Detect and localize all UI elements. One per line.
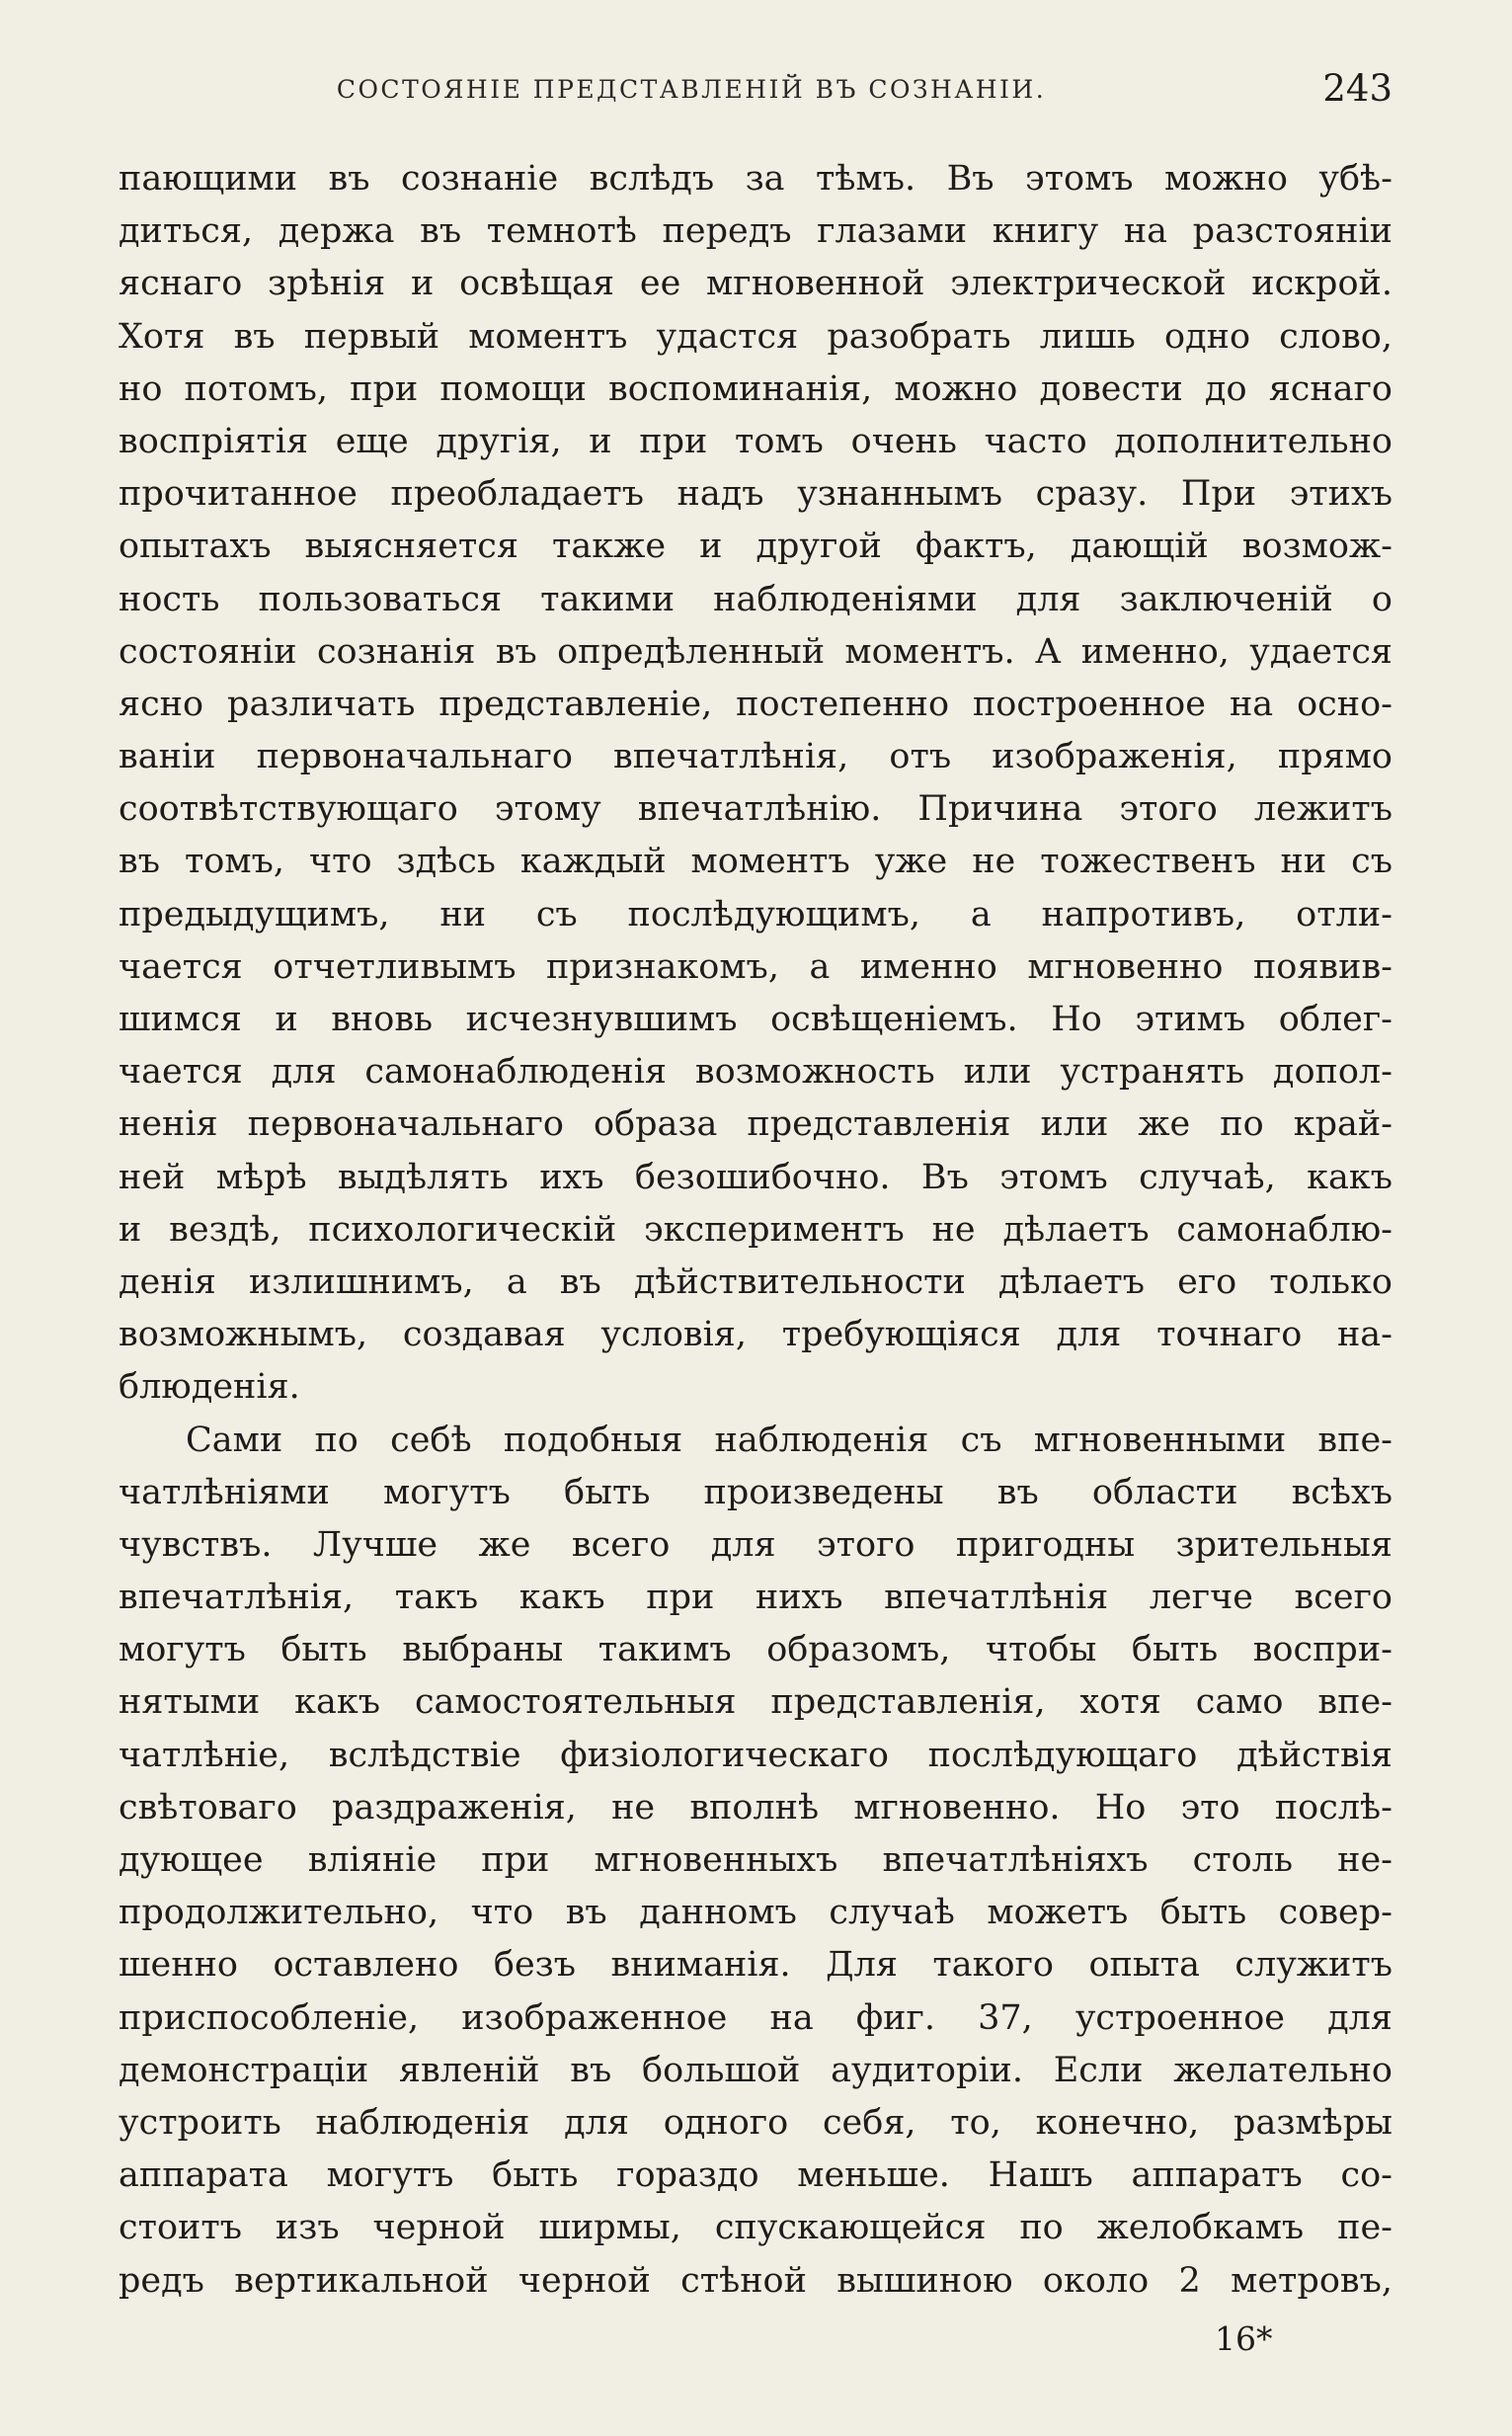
text-line: предыдущимъ, ни съ послѣдующимъ, а напротивъ, отли- (119, 894, 1393, 934)
text-line: въ томъ, что здѣсь каждый моментъ уже не тожественъ ни съ (119, 842, 1393, 882)
text-line: шимся и вновь исчезнувшимъ освѣщенiемъ. Но этимъ облег- (119, 1000, 1393, 1039)
paragraph-end-line: блюденiя. (119, 1367, 300, 1408)
text-line: устроить наблюденiя для одного себя, то, конечно, размѣры (119, 2102, 1393, 2143)
text-line: чается для самонаблюденiя возможность или устранять допол- (119, 1052, 1393, 1093)
text-line: соотвѣтствующаго этому впечатлѣнiю. Причина этого лежитъ (119, 789, 1393, 830)
text-line: опытахъ выясняется также и другой фактъ, дающiй возмож- (119, 527, 1393, 567)
body-text (119, 153, 1393, 2301)
text-line: аппарата могутъ быть гораздо меньше. Нашъ аппаратъ со- (119, 2155, 1393, 2196)
text-line: впечатлѣнiя, такъ какъ при нихъ впечатлѣнiя легче всего (119, 1578, 1393, 1618)
text-line: денiя излишнимъ, а въ дѣйствительности дѣлаетъ его только (119, 1261, 1393, 1302)
text-line: но потомъ, при помощи воспоминанiя, можно довести до яснаго (119, 368, 1393, 409)
text-line: ненiя первоначальнаго образа представленiя или же по край- (119, 1104, 1393, 1145)
text-line: диться, держа въ темнотѣ передъ глазами книгу на разстоянiи (119, 211, 1393, 252)
text-line: чатлѣнiе, вслѣдствiе физiологическаго послѣдующаго дѣйствiя (119, 1735, 1393, 1775)
text-line: и вездѣ, психологическiй экспериментъ не дѣлаетъ самонаблю- (119, 1209, 1393, 1250)
text-line: чатлѣнiями могутъ быть произведены въ области всѣхъ (119, 1472, 1393, 1512)
text-line: стоитъ изъ черной ширмы, спускающейся по желобкамъ пе- (119, 2208, 1393, 2248)
text-line: пающими въ сознанiе вслѣдъ за тѣмъ. Въ этомъ можно убѣ- (119, 159, 1393, 199)
page-number: 243 (1322, 67, 1393, 110)
text-line: ность пользоваться такими наблюденiями для заключенiй о (119, 579, 1393, 619)
text-line: дующее влiянiе при мгновенныхъ впечатлѣнiяхъ столь не- (119, 1840, 1393, 1880)
running-title: СОСТОЯНIЕ ПРЕДСТАВЛЕНIЙ ВЪ СОЗНАНIИ. (336, 75, 1047, 104)
text-line: прочитанное преобладаетъ надъ узнаннымъ сразу. При этихъ (119, 474, 1393, 515)
paragraph-start-line: Сами по себѣ подобныя наблюденiя съ мгновенными впе- (186, 1420, 1393, 1460)
text-line: демонстрацiи явленiй въ большой аудиторiи. Если желательно (119, 2050, 1393, 2090)
signature-mark: 16* (1215, 2319, 1273, 2358)
text-line: ней мѣрѣ выдѣлять ихъ безошибочно. Въ этомъ случаѣ, какъ (119, 1157, 1393, 1197)
text-line: чувствъ. Лучше же всего для этого пригодны зрительныя (119, 1524, 1393, 1565)
text-line: яснаго зрѣнiя и освѣщая ее мгновенной электрической искрой. (119, 264, 1393, 304)
text-line: ванiи первоначальнаго впечатлѣнiя, отъ изображенiя, прямо (119, 737, 1393, 777)
text-line: Хотя въ первый моментъ удастся разобрать лишь одно слово, (119, 316, 1393, 357)
text-line: продолжительно, что въ данномъ случаѣ можетъ быть совер- (119, 1893, 1393, 1933)
text-line: воспрiятiя еще другiя, и при томъ очень часто дополнительно (119, 421, 1393, 461)
text-line: приспособленiе, изображенное на фиг. 37, устроенное для (119, 1997, 1393, 2038)
text-line: чается отчетливымъ признакомъ, а именно мгновенно появив- (119, 946, 1393, 987)
text-line: нятыми какъ самостоятельныя представленiя, хотя само впе- (119, 1682, 1393, 1723)
text-line: свѣтоваго раздраженiя, не вполнѣ мгновенно. Но это послѣ- (119, 1787, 1393, 1827)
text-line: могутъ быть выбраны такимъ образомъ, чтобы быть воспри- (119, 1630, 1393, 1670)
running-head (119, 67, 1393, 117)
text-line: состоянiи сознанiя въ опредѣленный моментъ. А именно, удается (119, 631, 1393, 672)
text-line: возможнымъ, создавая условiя, требующiяся для точнаго на- (119, 1315, 1393, 1355)
text-line: редъ вертикальной черной стѣной вышиною около 2 метровъ, (119, 2260, 1393, 2301)
text-line: ясно различать представленiе, постепенно построенное на осно- (119, 684, 1393, 724)
text-line: шенно оставлено безъ вниманiя. Для такого опыта служитъ (119, 1945, 1393, 1986)
